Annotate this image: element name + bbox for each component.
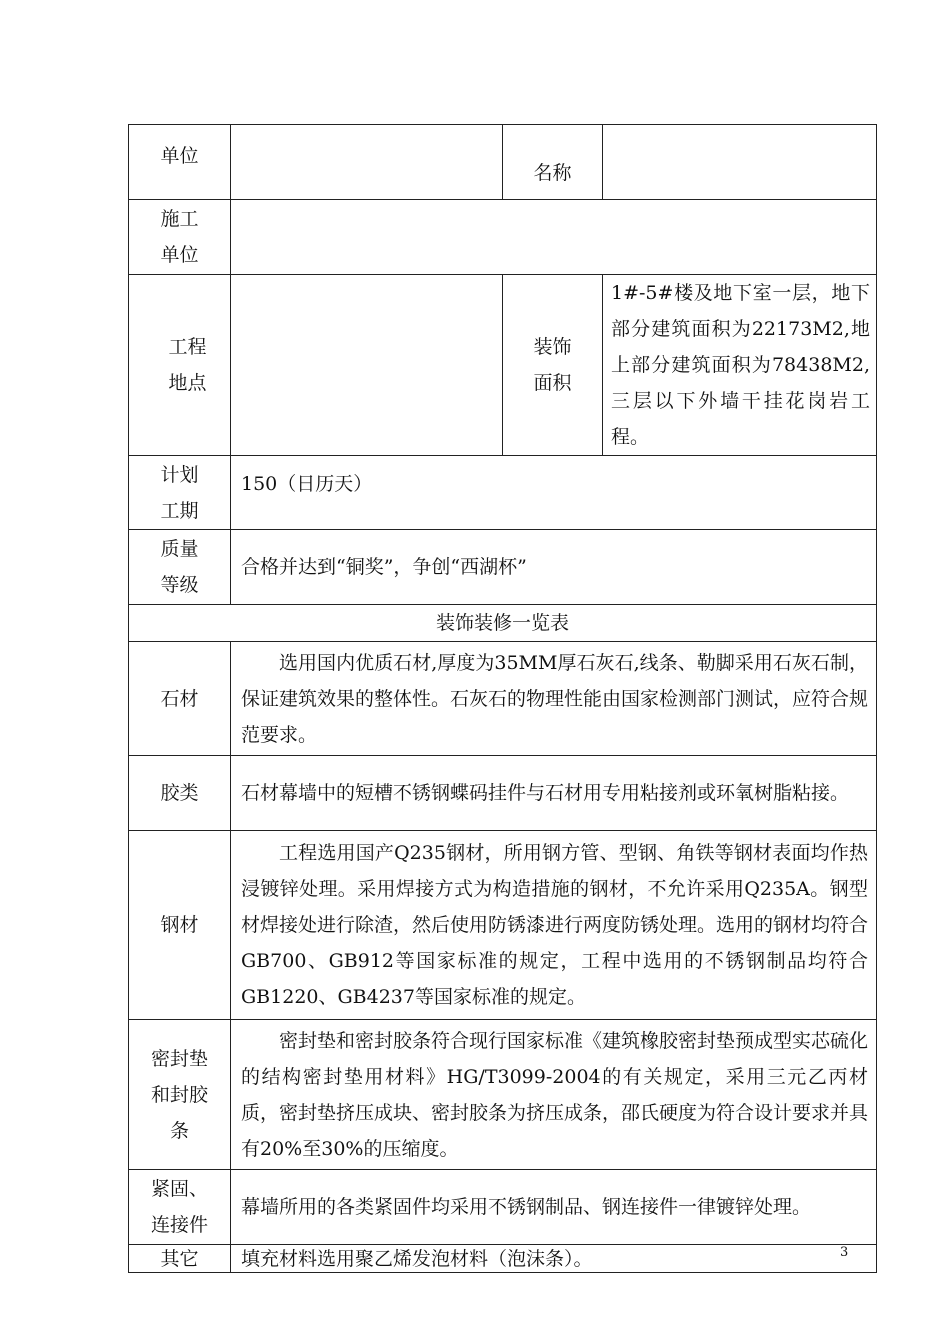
contractor-label-line2: 单位	[160, 244, 199, 266]
location-label-line2: 地点	[168, 372, 207, 394]
table-row	[129, 831, 877, 1020]
seal-value: 密封垫和密封胶条符合现行国家标准《建筑橡胶密封垫预成型实芯硫化的结构密封垫用材料》HG/T3099-2004的有关规定，采用三元乙丙材质，密封垫挤压成块、密封胶条为挤压成条，邵氏硬度为符合设计要求并具有20%至30%的压缩度。	[231, 1020, 877, 1170]
quality-value: 合格并达到“铜奖”，争创“西湖杯”	[231, 530, 877, 605]
contractor-label-line1: 施工	[160, 208, 199, 230]
quality-label-line2: 等级	[160, 574, 199, 596]
seal-label	[129, 1020, 231, 1170]
page-number: 3	[840, 1245, 849, 1260]
quality-label-line1: 质量	[160, 538, 199, 560]
quality-label	[129, 530, 231, 605]
table-row	[129, 756, 877, 831]
other-value: 填充材料选用聚乙烯发泡材料（泡沫条）。	[231, 1245, 877, 1273]
stone-value: 选用国内优质石材,厚度为35MM厚石灰石,线条、勒脚采用石灰石制，保证建筑效果的整体性。石灰石的物理性能由国家检测部门测试，应符合规范要求。	[231, 642, 877, 756]
section-title: 装饰装修一览表	[129, 605, 877, 642]
glue-value: 石材幕墙中的短槽不锈钢蝶码挂件与石材用专用粘接剂或环氧树脂粘接。	[231, 756, 877, 831]
area-label-line1: 装饰	[533, 336, 572, 358]
seal-label-line2: 和封胶	[150, 1083, 208, 1106]
fastener-label	[129, 1170, 231, 1245]
unit-label: 单位	[129, 125, 231, 200]
fastener-value: 幕墙所用的各类紧固件均采用不锈钢制品、钢连接件一律镀锌处理。	[231, 1170, 877, 1245]
table-row	[129, 1170, 877, 1245]
schedule-label-line1: 计划	[160, 463, 199, 486]
steel-label: 钢材	[129, 831, 231, 1020]
location-value	[231, 275, 503, 456]
name-label: 名称	[503, 125, 603, 200]
table-row	[129, 642, 877, 756]
area-value: 1#-5#楼及地下室一层，地下部分建筑面积为22173M2,地上部分建筑面积为78438M2,三层以下外墙干挂花岗岩工程。	[603, 275, 877, 456]
schedule-value: 150（日历天）	[231, 456, 877, 530]
table-row	[129, 1245, 877, 1273]
other-label: 其它	[129, 1245, 231, 1273]
location-label-line1: 工程	[168, 336, 207, 358]
seal-label-line1: 密封垫	[150, 1047, 208, 1070]
schedule-label	[129, 456, 231, 530]
name-value	[603, 125, 877, 200]
glue-label: 胶类	[129, 756, 231, 831]
area-label-line2: 面积	[533, 372, 572, 394]
schedule-label-line2: 工期	[160, 499, 199, 522]
steel-value: 工程选用国产Q235钢材，所用钢方管、型钢、角铁等钢材表面均作热浸镀锌处理。采用焊接方式为构造措施的钢材，不允许采用Q235A。钢型材焊接处进行除渣，然后使用防锈漆进行两度防锈处理。选用的钢材均符合GB700、GB912等国家标准的规定，工程中选用的不锈钢制品均符合GB1220、GB4237等国家标准的规定。	[231, 831, 877, 1020]
fastener-label-line2: 连接件	[150, 1214, 208, 1236]
location-label	[129, 275, 231, 456]
project-info-table	[128, 124, 877, 1273]
contractor-label	[129, 200, 231, 275]
table-row	[129, 275, 877, 456]
unit-value	[231, 125, 503, 200]
seal-label-line3: 条	[169, 1119, 189, 1142]
table-row	[129, 125, 877, 200]
fastener-label-line1: 紧固、	[150, 1178, 208, 1200]
stone-label: 石材	[129, 642, 231, 756]
table-row	[129, 200, 877, 275]
table-row	[129, 530, 877, 605]
table-row	[129, 605, 877, 642]
table-row	[129, 456, 877, 530]
contractor-value	[231, 200, 877, 275]
area-label	[503, 275, 603, 456]
table-row	[129, 1020, 877, 1170]
